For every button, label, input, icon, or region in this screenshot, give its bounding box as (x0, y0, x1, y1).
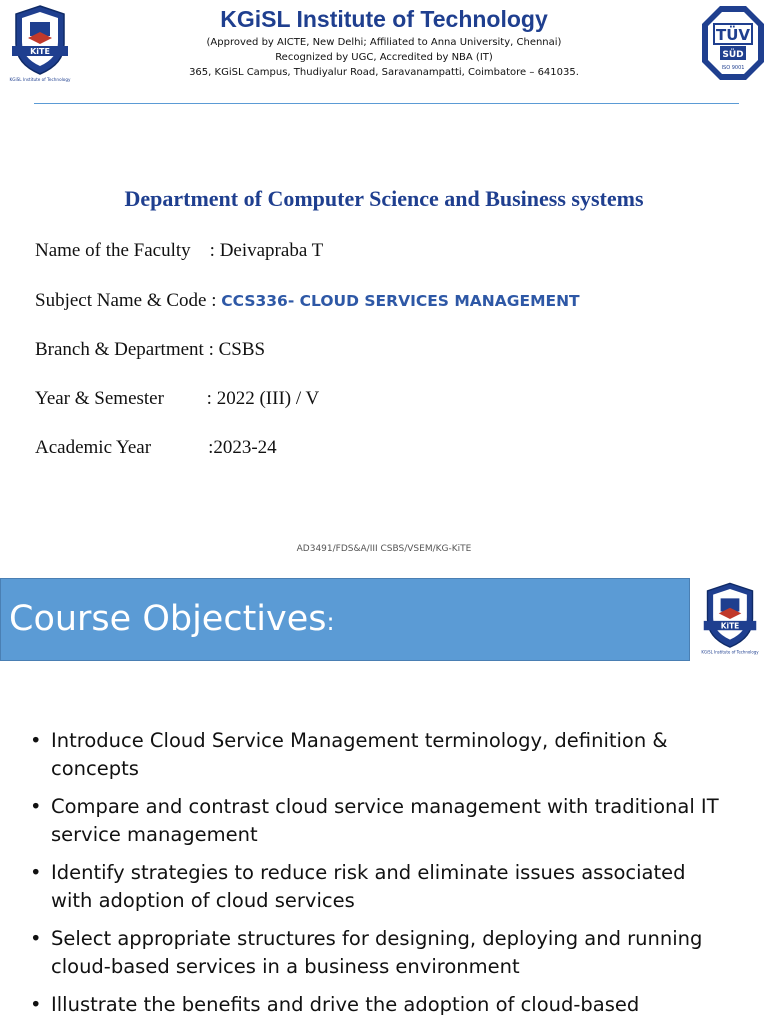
logo-small-banner-text: KiTE (720, 621, 740, 631)
tuv-text: TÜV (715, 26, 751, 44)
department-title: Department of Computer Science and Business systems (124, 186, 644, 211)
academic-value: 2023-24 (213, 437, 277, 458)
footer-code: AD3491/FDS&A/III CSBS/VSEM/KG-KiTE (296, 544, 472, 554)
objective-item (30, 793, 730, 849)
bullet: • (30, 861, 42, 884)
bullet: • (30, 927, 42, 950)
kite-logo-small-icon (700, 579, 760, 659)
objective-text: Select appropriate structures for designing, deploying and running cloud-based services in a business environment (51, 927, 703, 978)
subject-row (35, 290, 580, 312)
academic-row (35, 437, 277, 459)
year-value: 2022 (III) / V (216, 388, 320, 409)
branch-value: CSBS (218, 339, 266, 360)
logo-small-caption: KGiSL Institute of Technology (701, 649, 759, 655)
branch-label: Branch & Department : (35, 339, 219, 360)
logo-banner-text: KiTE (30, 47, 50, 56)
faculty-row (35, 240, 323, 262)
logo-caption: KGiSL Institute of Technology (9, 77, 71, 82)
objective-text: Identify strategies to reduce risk and eliminate issues associated with adoption of cloud services (51, 861, 686, 912)
branch-row (35, 339, 265, 361)
slide-title-colon: : (326, 608, 335, 636)
faculty-label: Name of the Faculty : (35, 240, 220, 261)
objective-item (30, 991, 730, 1019)
title-bar (0, 578, 690, 661)
slide-title (9, 599, 335, 639)
sud-text: SÜD (722, 50, 744, 60)
approval-line: (Approved by AICTE, New Delhi; Affiliated to Anna University, Chennai) (206, 37, 562, 48)
slide-title-text: Course Objectives (9, 599, 327, 639)
address-line: 365, KGiSL Campus, Thudiyalur Road, Saravanampatti, Coimbatore – 641035. (189, 67, 579, 78)
institution-name: KGiSL Institute of Technology (220, 6, 548, 32)
objective-text: Introduce Cloud Service Management terminology, definition & concepts (51, 729, 668, 780)
objectives-slide (0, 575, 768, 1024)
bullet: • (30, 993, 42, 1016)
faculty-value: Deivapraba T (219, 240, 324, 261)
accreditation-line: Recognized by UGC, Accredited by NBA (IT) (275, 52, 493, 63)
objective-item (30, 925, 730, 981)
objective-item (30, 859, 730, 915)
objective-item (30, 727, 730, 783)
objectives-list (30, 727, 730, 1029)
subject-value: CCS336- CLOUD SERVICES MANAGEMENT (221, 292, 580, 310)
year-label: Year & Semester : (35, 388, 217, 409)
bullet: • (30, 729, 42, 752)
objective-text: Illustrate the benefits and drive the adoption of cloud-based (51, 993, 640, 1016)
academic-label: Academic Year : (35, 437, 214, 458)
tuv-sud-logo-icon (700, 4, 766, 82)
iso-text: ISO 9001 (721, 65, 745, 71)
year-row (35, 388, 319, 410)
header-divider (34, 103, 739, 104)
subject-label: Subject Name & Code : (35, 290, 222, 311)
bullet: • (30, 795, 42, 818)
objective-text: Compare and contrast cloud service management with traditional IT service management (51, 795, 719, 846)
